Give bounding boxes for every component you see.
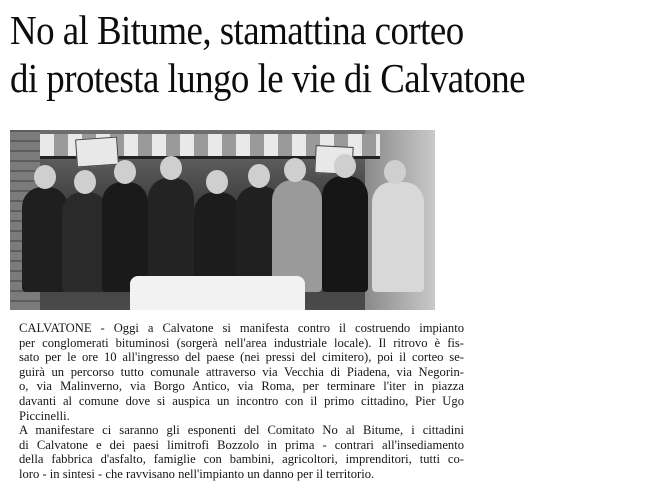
- article-line: guirà un percorso tutto comunale attraverso via Vecchia di Piadena, via Negorin-: [19, 364, 464, 379]
- article-line: A manifestare ci saranno gli esponenti del Comitato No al Bitume, i cittadini: [19, 423, 464, 438]
- photo-protest-sign: [75, 137, 119, 168]
- article-line: davanti al comune dove si auspica un incontro con il primo cittadino, Pier Ugo: [19, 393, 464, 408]
- photo-table: [130, 276, 305, 310]
- headline-line-2: di protesta lungo le vie di Calvatone: [10, 55, 525, 101]
- headline-line-1: No al Bitume, stamattina corteo: [10, 7, 464, 53]
- article-body: [19, 321, 464, 482]
- article-line: o, via Malinverno, via Borgo Antico, via Roma, per terminare l'iter in piazza: [19, 379, 464, 394]
- photo-person-head: [206, 170, 228, 194]
- photo-person-head: [74, 170, 96, 194]
- photo-person-head: [114, 160, 136, 184]
- news-photo: [10, 130, 435, 310]
- article-line: di Calvatone e dei paesi limitrofi Bozzolo in prima - contrari all'insediamento: [19, 437, 464, 452]
- article-line: loro - in sintesi - che ravvisano nell'impianto un danno per il territorio.: [19, 466, 375, 481]
- headline: [10, 6, 591, 102]
- photo-person: [148, 178, 194, 292]
- photo-person-head: [160, 156, 182, 180]
- article-line: della fabbrica d'asfalto, famiglie con bambini, agricoltori, imprenditori, tutti co-: [19, 452, 464, 467]
- photo-person: [322, 176, 368, 292]
- article-line: per conglomerati bituminosi (sorgerà nell'area industriale locale). Il ritrovo è fis-: [19, 335, 464, 350]
- photo-person-head: [384, 160, 406, 184]
- article-line: sato per le ore 10 all'ingresso del paese (nei pressi del cimitero), poi il corteo se-: [19, 350, 464, 365]
- photo-person-head: [334, 154, 356, 178]
- article-line: Piccinelli.: [19, 408, 70, 423]
- photo-person: [372, 182, 424, 292]
- photo-person-head: [34, 165, 56, 189]
- article-line: CALVATONE - Oggi a Calvatone si manifesta contro il costruendo impianto: [19, 321, 464, 335]
- photo-person-head: [284, 158, 306, 182]
- photo-person-head: [248, 164, 270, 188]
